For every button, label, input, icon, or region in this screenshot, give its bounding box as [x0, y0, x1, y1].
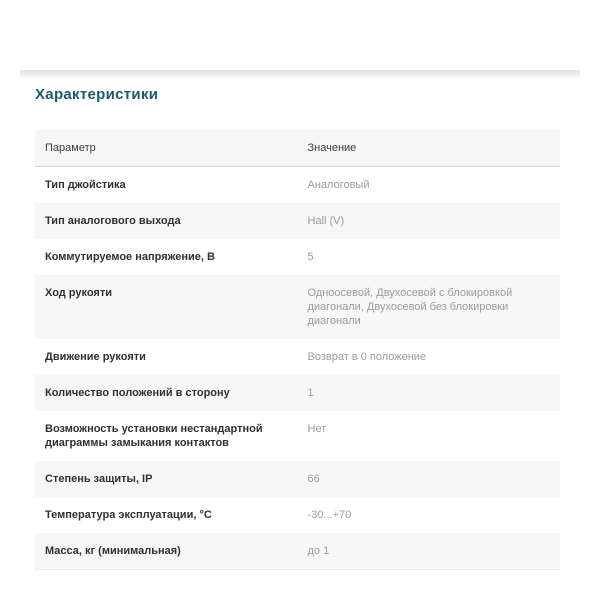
table-row: [35, 411, 560, 461]
table-row: [35, 239, 560, 275]
section-top-shadow: [20, 70, 580, 80]
table-row: [35, 533, 560, 570]
param-cell: Тип аналогового выхода: [45, 215, 181, 227]
value-cell: Аналоговый: [307, 179, 370, 191]
table-body: [35, 167, 560, 570]
param-cell: Степень защиты, IP: [45, 473, 153, 485]
characteristics-section: [20, 70, 580, 570]
section-title: Характеристики: [35, 86, 159, 103]
value-cell: Возврат в 0 положение: [307, 351, 427, 363]
param-cell: Температура эксплуатации, °C: [45, 509, 212, 521]
param-cell: Движение рукояти: [45, 351, 146, 363]
value-cell: Hall (V): [307, 215, 345, 227]
param-cell: Ход рукояти: [45, 287, 112, 299]
param-cell: Коммутируемое напряжение, В: [45, 251, 215, 263]
table-header-row: [35, 130, 560, 167]
specs-table: [35, 130, 560, 570]
value-cell: Одноосевой, Двухосевой с блокировкой диагонали, Двухосевой без блокировки диагонали: [307, 287, 513, 327]
value-cell: Нет: [307, 423, 327, 435]
param-cell: Количество положений в сторону: [45, 387, 230, 399]
column-header-param: Параметр: [45, 142, 96, 154]
value-cell: 1: [307, 387, 314, 399]
table-row: [35, 275, 560, 339]
column-header-value: Значение: [307, 142, 357, 154]
param-cell: Масса, кг (минимальная): [45, 545, 181, 557]
table-row: [35, 375, 560, 411]
table-row: [35, 339, 560, 375]
table-row: [35, 167, 560, 203]
param-cell: Возможность установки нестандартной диаграммы замыкания контактов: [45, 423, 263, 449]
value-cell: -30...+70: [307, 509, 352, 521]
table-row: [35, 203, 560, 239]
param-cell: Тип джойстика: [45, 179, 126, 191]
table-row: [35, 497, 560, 533]
value-cell: 66: [307, 473, 320, 485]
table-row: [35, 461, 560, 497]
value-cell: до 1: [307, 545, 330, 557]
value-cell: 5: [307, 251, 314, 263]
